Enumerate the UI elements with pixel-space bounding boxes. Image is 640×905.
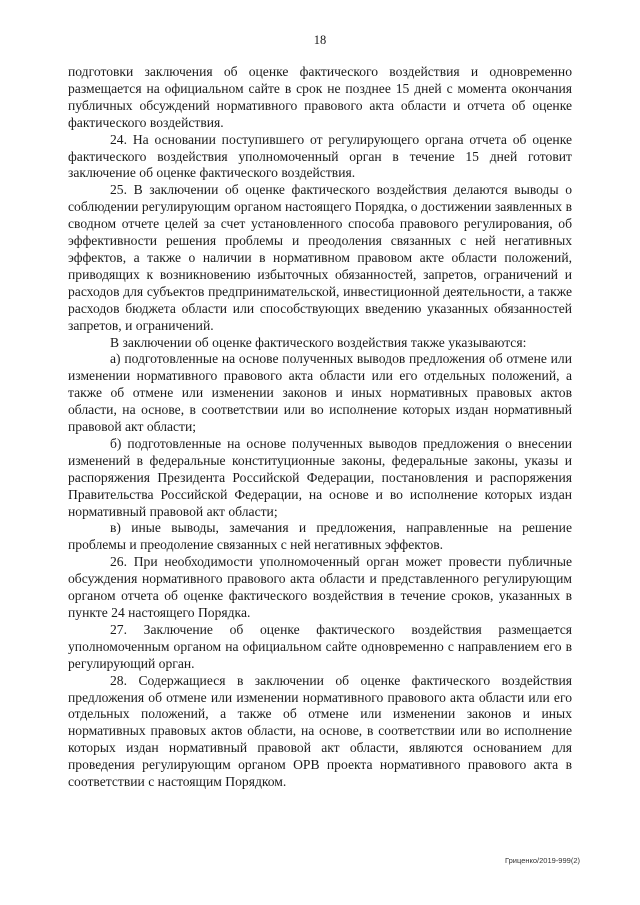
paragraph-24: 24. На основании поступившего от регулирующего органа отчета об оценке фактического воздействия уполномоченный орган в течение 15 дней готовит заключение об оценке фактического воздействия. <box>68 131 572 181</box>
page-number: 18 <box>313 33 327 47</box>
paragraph-item-a: а) подготовленные на основе полученных выводов предложения об отмене или изменении нормативного правового акта области или его отдельных положений, а также об отмене или изменении законов и иных нормативных правовых актов области, на основе, в соответствии или во исполнение которых издан нормативный правовой акт области; <box>68 351 572 435</box>
paragraph-continuation: подготовки заключения об оценке фактического воздействия и одновременно размещается на официальном сайте в срок не позднее 15 дней с момента окончания публичных обсуждений нормативного правового акта области и отчета об оценке фактического воздействия. <box>68 64 572 130</box>
paragraph-25: 25. В заключении об оценке фактического воздействия делаются выводы о соблюдении регулирующим органом настоящего Порядка, о достижении заявленных в сводном отчете целей за счет установленного способа правового регулирования, об эффективности решения проблемы и преодоления связанных с ней негативных эффектов, а также о наличии в нормативном правовом акте области положений, приводящих к возникновению избыточных обязанностей, запретов, ограничений и расходов для субъектов предпринимательской, инвестиционной деятельности, а также расходов бюджета области или способствующих введению указанных обязанностей запретов, и ограничений. <box>68 182 572 333</box>
document-body <box>68 64 572 791</box>
paragraph-item-b: б) подготовленные на основе полученных выводов предложения о внесении изменений в федеральные конституционные законы, федеральные законы, указы и распоряжения Президента Российской Федерации, постановления и распоряжения Правительства Российской Федерации, на основе и во исполнение которых издан нормативный правовой акт области; <box>68 435 572 519</box>
footer-document-code: Гриценко/2019-999(2) <box>504 856 580 865</box>
paragraph-26: 26. При необходимости уполномоченный орган может провести публичные обсуждения нормативного правового акта области и представленного регулирующим органом отчета об оценке фактического воздействия в течение сроков, указанных в пункте 24 настоящего Порядка. <box>68 554 572 620</box>
paragraph-28: 28. Содержащиеся в заключении об оценке фактического воздействия предложения об отмене или изменении нормативного правового акта области или его отдельных положений, а также об отмене или изменении законов и иных нормативных правовых актов области, на основе, в соответствии или во исполнение которых издан нормативный правовой акт области, являются основанием для проведения регулирующим органом ОРВ проекта нормативного правового акта в соответствии с настоящим Порядком. <box>68 672 572 790</box>
paragraph-item-v: в) иные выводы, замечания и предложения, направленные на решение проблемы и преодоление связанных с ней негативных эффектов. <box>68 520 572 553</box>
paragraph-conclusion-intro: В заключении об оценке фактического воздействия также указываются: <box>110 334 527 350</box>
paragraph-27: 27. Заключение об оценке фактического воздействия размещается уполномоченным органом на официальном сайте одновременно с направлением его в регулирующий орган. <box>68 621 572 671</box>
